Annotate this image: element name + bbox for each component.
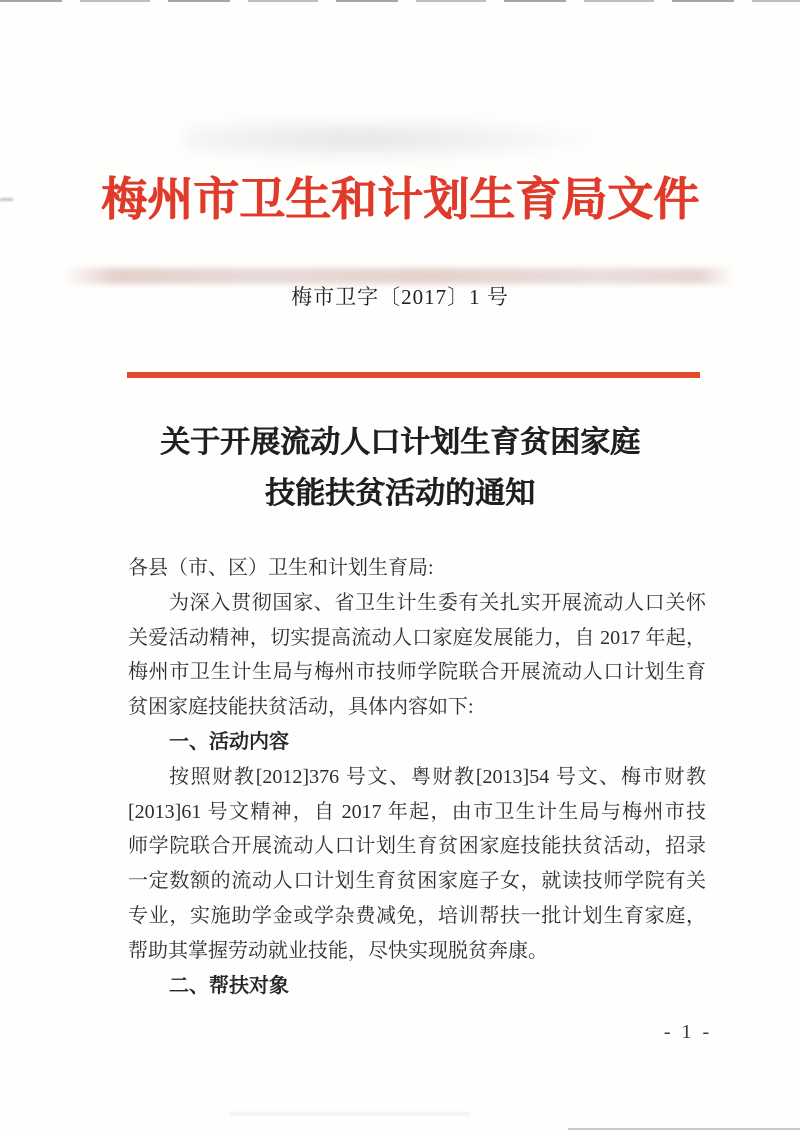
notice-title-line1: 关于开展流动人口计划生育贫困家庭 xyxy=(160,426,640,459)
red-separator-rule xyxy=(127,372,700,378)
body-line: 关爱活动精神，切实提高流动人口家庭发展能力，自 2017 年起， xyxy=(128,626,706,649)
section-heading-1: 一、活动内容 xyxy=(169,730,289,753)
body-line: 一定数额的流动人口计划生育贫困家庭子女，就读技师学院有关 xyxy=(128,870,706,893)
notice-title xyxy=(0,417,800,519)
scan-artifact-bottom-smudge xyxy=(230,1112,470,1115)
body-line: 专业，实施助学金或学杂费减免，培训帮扶一批计划生育家庭， xyxy=(128,904,706,927)
body-line: 帮助其掌握劳动就业技能，尽快实现脱贫奔康。 xyxy=(128,939,548,962)
document-number: 梅市卫字〔2017〕1 号 xyxy=(291,285,509,309)
salutation-line: 各县（市、区）卫生和计划生育局: xyxy=(128,557,434,579)
notice-title-line2: 技能扶贫活动的通知 xyxy=(265,477,535,510)
body-line: 师学院联合开展流动人口计划生育贫困家庭技能扶贫活动，招录 xyxy=(128,835,706,858)
body-line: [2013]61 号文精神，自 2017 年起，由市卫生计生局与梅州市技 xyxy=(128,800,706,823)
body-line: 按照财教[2012]376 号文、粤财教[2013]54 号文、梅市财教 xyxy=(169,765,706,788)
scan-artifact-bottom-line xyxy=(568,1128,800,1130)
scan-artifact-smudge xyxy=(185,116,615,162)
body-line: 梅州市卫生计生局与梅州市技师学院联合开展流动人口计划生育 xyxy=(128,661,706,684)
body-line: 贫困家庭技能扶贫活动，具体内容如下: xyxy=(128,696,474,719)
section-heading-2: 二、帮扶对象 xyxy=(169,974,289,997)
document-body xyxy=(128,551,706,1003)
scan-artifact-bleedthrough-band xyxy=(62,268,734,284)
agency-banner-title: 梅州市卫生和计划生育局文件 xyxy=(101,174,699,225)
page-number: - 1 - xyxy=(663,1021,713,1043)
scan-artifact-top-edge xyxy=(0,0,800,2)
body-line: 为深入贯彻国家、省卫生计生委有关扎实开展流动人口关怀 xyxy=(169,591,706,614)
